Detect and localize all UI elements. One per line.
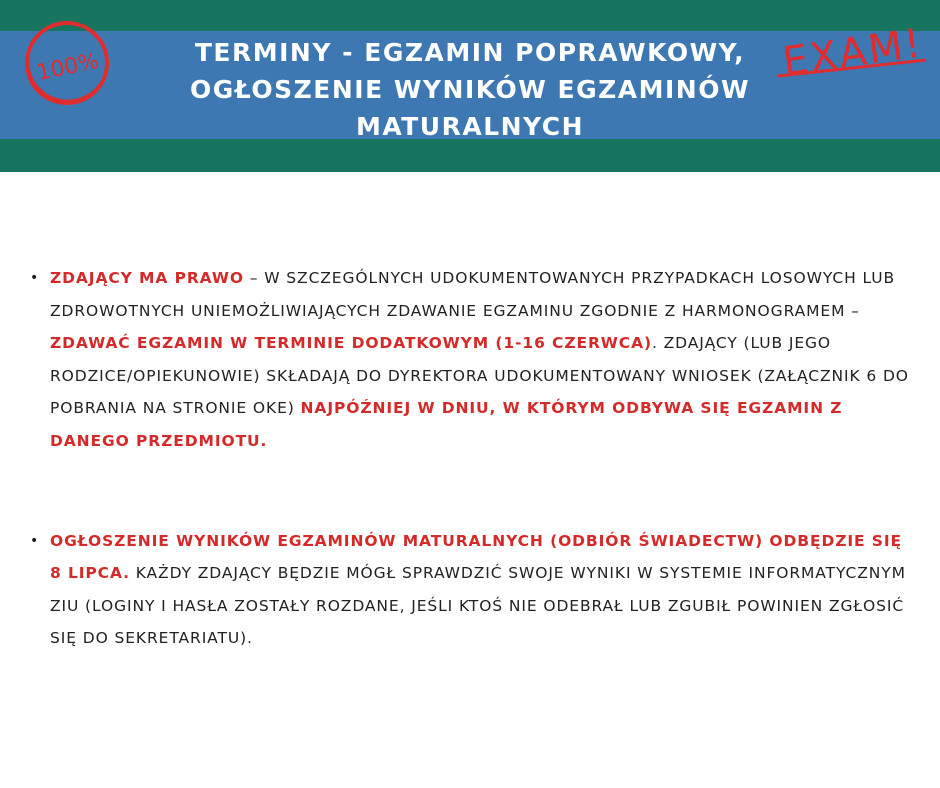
text-run: OGŁOSZENIE WYNIKÓW EGZAMINÓW MATURALNYCH (ODBIÓR ŚWIADECTW) ODBĘDZIE SIĘ 8 LIPCA. xyxy=(50,531,903,583)
page-title: TERMINY - EGZAMIN POPRAWKOWY, OGŁOSZENIE WYNIKÓW EGZAMINÓW MATURALNYCH xyxy=(189,38,751,141)
bullet-icon: • xyxy=(30,532,40,549)
stamp-100-percent-icon xyxy=(18,14,116,112)
text-run: . ZDAJĄCY (LUB JEGO RODZICE/OPIEKUNOWIE) SKŁADAJĄ DO DYREKTORA UDOKUMENTOWANY WNIOSEK (ZAŁĄCZNIK 6 DO POBRANIA NA STRONIE OKE) xyxy=(50,334,909,418)
stamp-exam-label: EXAM! xyxy=(779,20,926,86)
stamp-exam-icon xyxy=(772,8,932,88)
bullet-icon: • xyxy=(30,270,40,286)
text-run: KAŻDY ZDAJĄCY BĘDZIE MÓGŁ SPRAWDZIĆ SWOJE WYNIKI W SYSTEMIE INFORMATYCZNYM ZIU (LOGINY I HASŁA ZOSTAŁY ROZDANE, JEŚLI KTOŚ NIE ODEBRAŁ LUB ZGUBIŁ POWINIEN ZGŁOSIĆ SIĘ DO SEKRETARIATU). xyxy=(50,564,906,648)
header-banner xyxy=(0,0,940,172)
announcement-list xyxy=(30,262,910,655)
list-item xyxy=(30,262,910,458)
text-run: ZDAWAĆ EGZAMIN W TERMINIE DODATKOWYM (1-16 CZERWCA) xyxy=(50,334,652,353)
text-run: – W SZCZEGÓLNYCH UDOKUMENTOWANYCH PRZYPADKACH LOSOWYCH LUB ZDROWOTNYCH UNIEMOŻLIWIAJĄCYCH ZDAWANIE EGZAMINU ZGODNIE Z HARMONOGRAMEM – xyxy=(50,269,896,320)
text-run: NAJPÓŹNIEJ W DNIU, W KTÓRYM ODBYWA SIĘ EGZAMIN Z DANEGO PRZEDMIOTU. xyxy=(50,399,843,450)
stamp-100-label: 100% xyxy=(34,48,102,87)
text-run: ZDAJĄCY MA PRAWO xyxy=(50,269,244,287)
list-item xyxy=(30,525,910,655)
